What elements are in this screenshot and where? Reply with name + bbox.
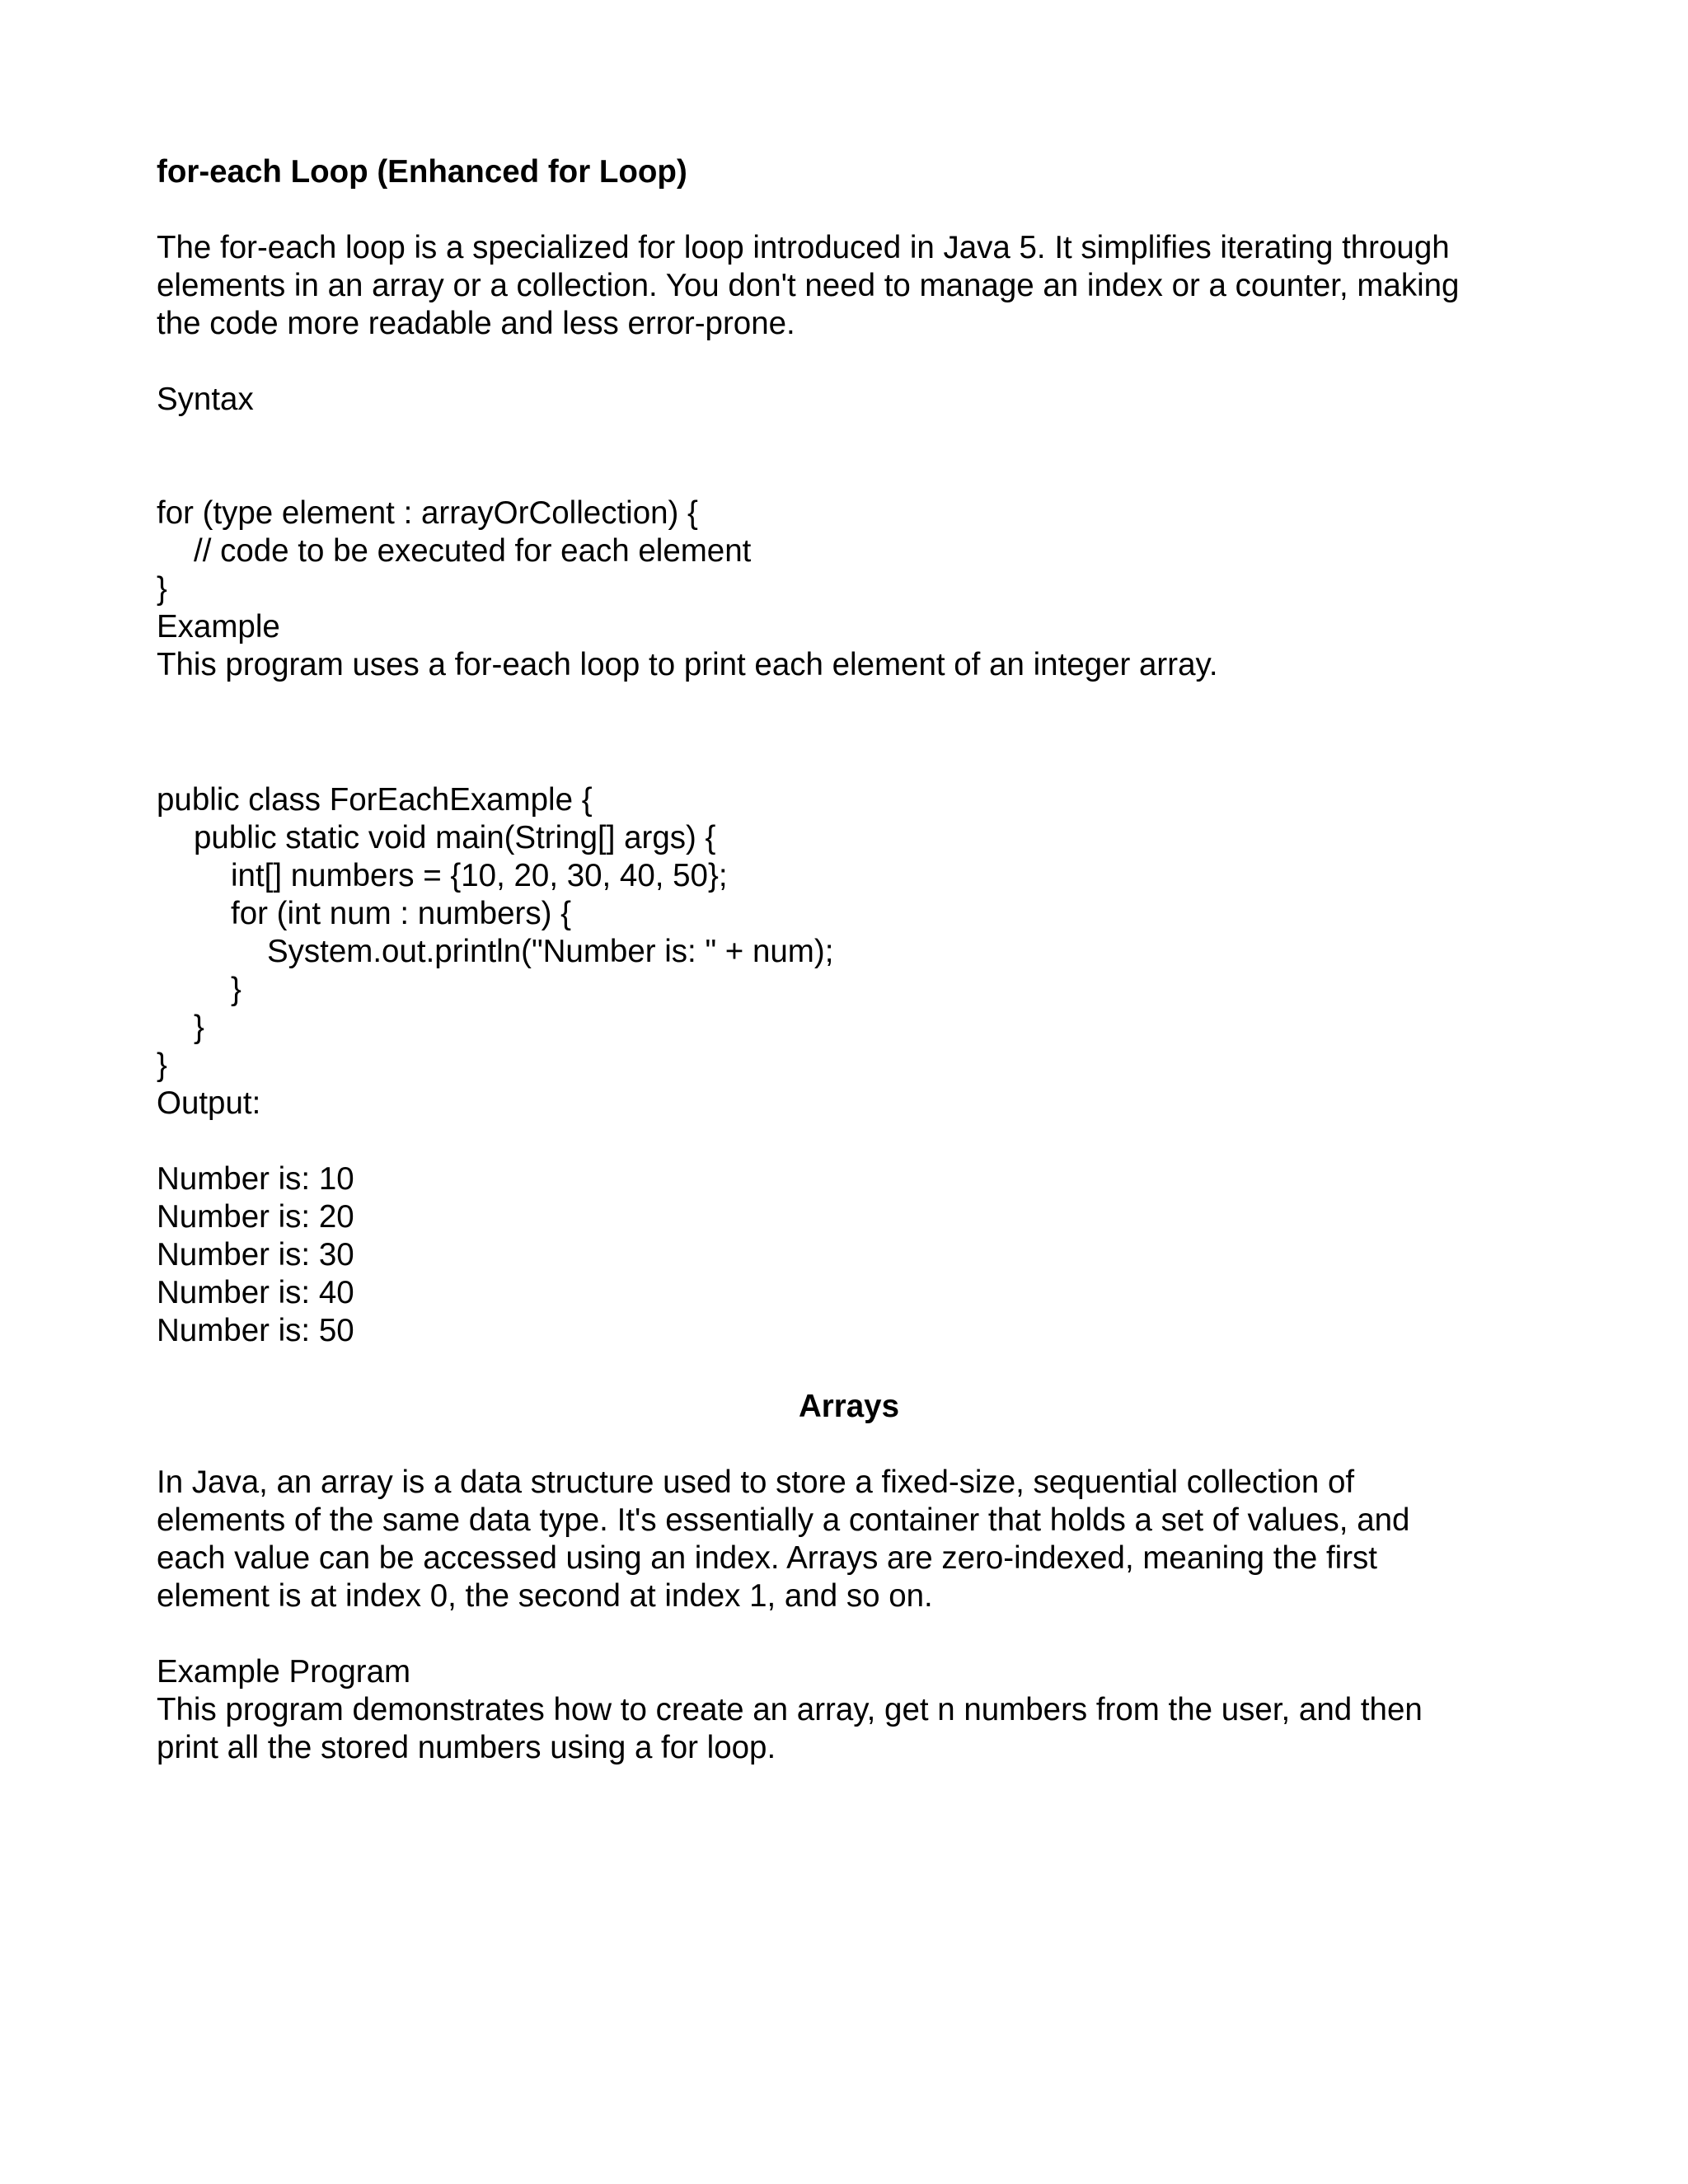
arrays-intro-line: In Java, an array is a data structure used to store a fixed-size, sequential collection of: [157, 1465, 1355, 1500]
arrays-intro-line: elements of the same data type. It's essentially a container that holds a set of values, and: [157, 1502, 1410, 1538]
example-program-label: Example Program: [157, 1654, 411, 1690]
arrays-intro-line: each value can be accessed using an index. Arrays are zero-indexed, meaning the first: [157, 1540, 1377, 1576]
output-line: Number is: 30: [157, 1237, 354, 1272]
example-program-description: This program demonstrates how to create an array, get n numbers from the user, and then: [157, 1692, 1423, 1727]
document-page: [157, 153, 1541, 1767]
example-code-line: public static void main(String[] args) {: [194, 820, 716, 855]
output-line: Number is: 20: [157, 1199, 354, 1235]
intro-line: elements in an array or a collection. You don't need to manage an index or a counter, making: [157, 268, 1460, 303]
example-code-line: }: [157, 1047, 167, 1083]
example-code-line: System.out.println("Number is: " + num);: [267, 934, 834, 969]
syntax-code-line: for (type element : arrayOrCollection) {: [157, 495, 698, 531]
example-code-line: }: [194, 1010, 204, 1045]
example-label: Example: [157, 609, 280, 644]
output-line: Number is: 10: [157, 1161, 354, 1197]
syntax-code-line: }: [157, 571, 167, 607]
example-code-line: public class ForEachExample {: [157, 782, 593, 818]
example-code-line: }: [231, 972, 241, 1007]
syntax-code-line: // code to be executed for each element: [194, 533, 752, 569]
output-label: Output:: [157, 1085, 261, 1121]
section-heading-for-each: for-each Loop (Enhanced for Loop): [157, 154, 687, 190]
example-program-description: print all the stored numbers using a for loop.: [157, 1730, 776, 1765]
output-line: Number is: 40: [157, 1275, 354, 1310]
intro-line: The for-each loop is a specialized for loop introduced in Java 5. It simplifies iterating through: [157, 230, 1450, 265]
example-description: This program uses a for-each loop to print each element of an integer array.: [157, 647, 1218, 682]
syntax-label: Syntax: [157, 382, 254, 417]
example-code-line: for (int num : numbers) {: [231, 896, 571, 931]
arrays-intro-line: element is at index 0, the second at index 1, and so on.: [157, 1578, 933, 1614]
example-code-line: int[] numbers = {10, 20, 30, 40, 50};: [231, 858, 728, 893]
intro-line: the code more readable and less error-prone.: [157, 306, 795, 341]
output-line: Number is: 50: [157, 1313, 354, 1348]
section-heading-arrays: Arrays: [798, 1389, 899, 1424]
